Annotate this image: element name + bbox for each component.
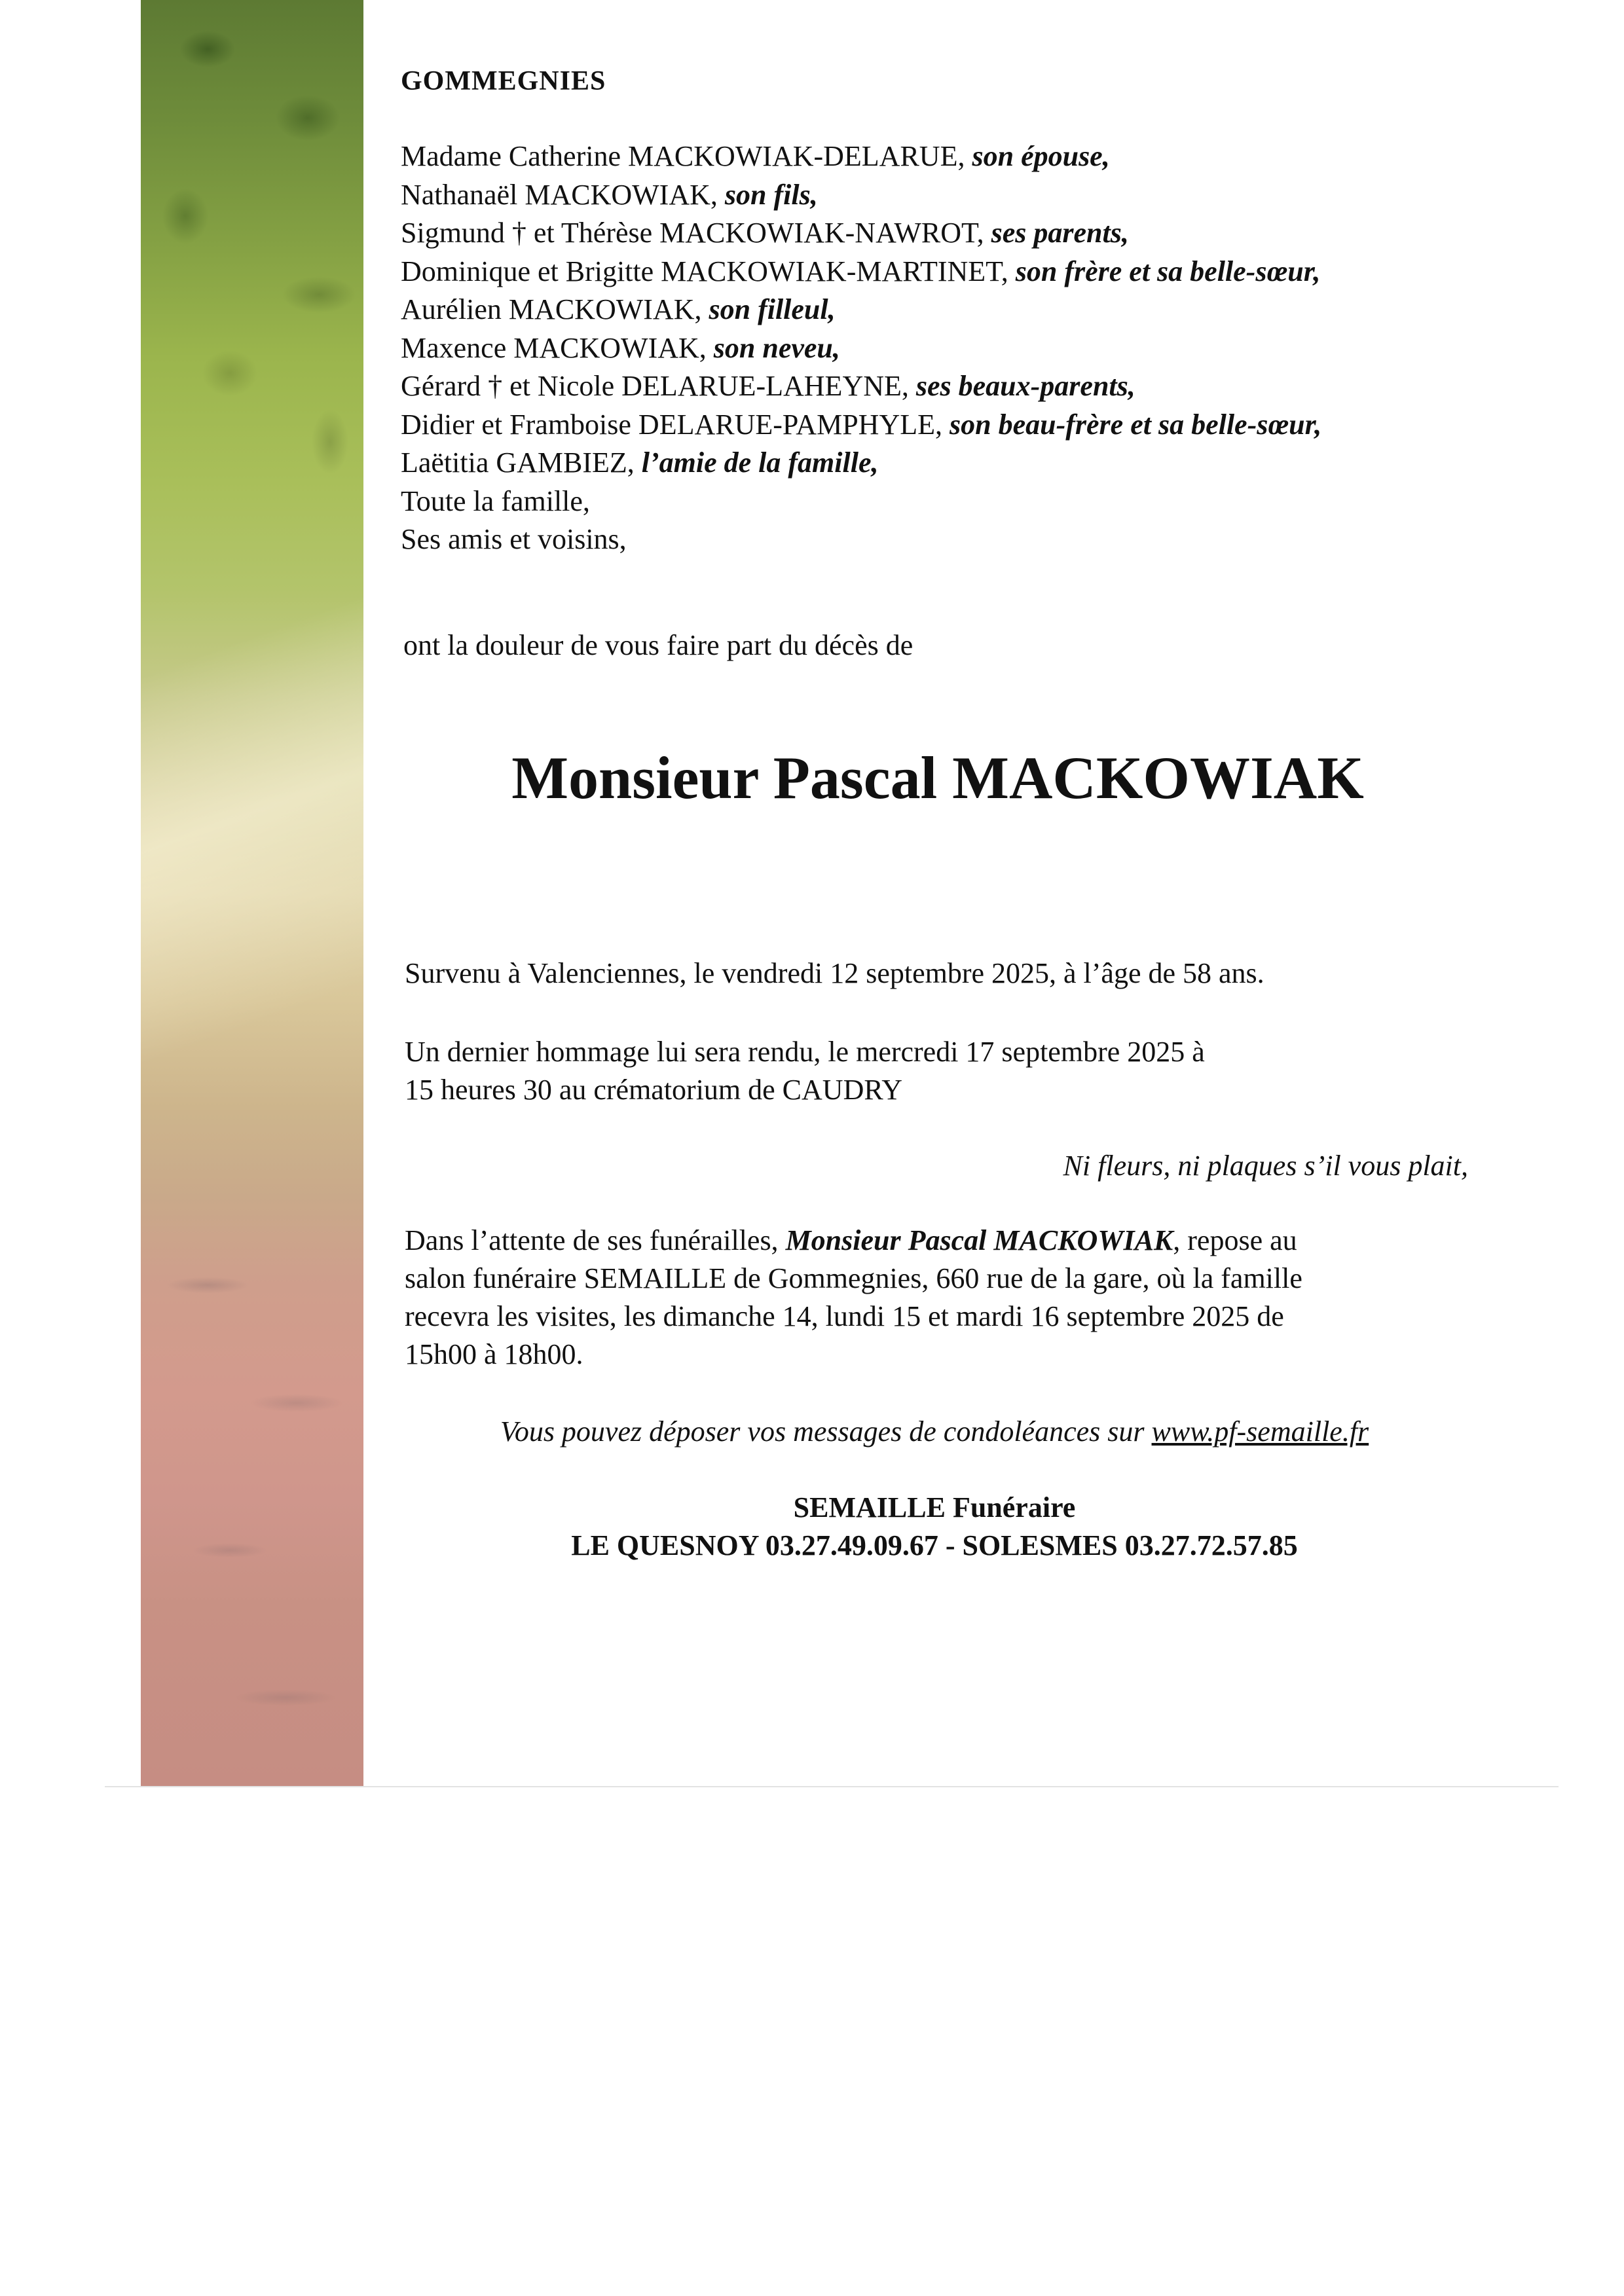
visitation-line-1-after: , repose au xyxy=(1173,1224,1297,1256)
family-member xyxy=(401,367,1481,406)
family-member xyxy=(401,176,1481,215)
family-member-relation: son filleul, xyxy=(709,293,836,325)
visitation-before: Dans l’attente de ses funérailles, xyxy=(405,1224,786,1256)
tribute-line-2: 15 heures 30 au crématorium de CAUDRY xyxy=(405,1074,903,1106)
funeral-home-phones: LE QUESNOY 03.27.49.09.67 - SOLESMES 03.27.72.57.85 xyxy=(571,1529,1298,1561)
visitation-line-4: 15h00 à 18h00. xyxy=(405,1338,583,1370)
family-member xyxy=(401,483,1481,521)
visitation-line-2: salon funéraire SEMAILLE de Gommegnies, 660 rue de la gare, où la famille xyxy=(405,1262,1302,1294)
family-member xyxy=(401,329,1481,368)
town-heading: GOMMEGNIES xyxy=(401,66,606,96)
condolences-note xyxy=(401,1413,1468,1451)
family-member-name: Aurélien MACKOWIAK, xyxy=(401,293,709,325)
family-member xyxy=(401,137,1481,176)
family-member-name: Dominique et Brigitte MACKOWIAK-MARTINET, xyxy=(401,255,1016,287)
family-member-relation: ses parents, xyxy=(991,217,1129,249)
condolences-text: Vous pouvez déposer vos messages de condoléances sur xyxy=(500,1415,1152,1448)
family-member-name: Laëtitia GAMBIEZ, xyxy=(401,446,642,479)
family-member-relation: son beau-frère et sa belle-sœur, xyxy=(949,408,1322,441)
family-member-relation: son neveu, xyxy=(713,331,840,364)
death-notice: Survenu à Valenciennes, le vendredi 12 septembre 2025, à l’âge de 58 ans. xyxy=(405,957,1264,989)
family-list xyxy=(401,137,1481,559)
tribute-line-1: Un dernier hommage lui sera rendu, le mercredi 17 septembre 2025 à xyxy=(405,1036,1205,1068)
family-member-name: Gérard † et Nicole DELARUE-LAHEYNE, xyxy=(401,370,916,402)
tribute-info xyxy=(405,1033,1452,1109)
forest-path xyxy=(141,1197,363,1786)
visitation-deceased-name: Monsieur Pascal MACKOWIAK xyxy=(785,1224,1173,1256)
visitation-line-3: recevra les visites, les dimanche 14, lundi 15 et mardi 16 septembre 2025 de xyxy=(405,1300,1284,1332)
family-member-relation: ses beaux-parents, xyxy=(915,370,1135,402)
family-member-name: Toute la famille, xyxy=(401,484,590,517)
forest-path-image xyxy=(141,0,363,1786)
family-member xyxy=(401,520,1481,559)
deceased-name: Monsieur Pascal MACKOWIAK xyxy=(511,744,1364,811)
family-member-name: Sigmund † et Thérèse MACKOWIAK-NAWROT, xyxy=(401,217,991,249)
family-member xyxy=(401,406,1481,445)
flowers-note: Ni fleurs, ni plaques s’il vous plait, xyxy=(1063,1150,1468,1182)
family-member-name: Ses amis et voisins, xyxy=(401,523,627,555)
family-member-name: Nathanaël MACKOWIAK, xyxy=(401,178,725,211)
family-member-name: Didier et Framboise DELARUE-PAMPHYLE, xyxy=(401,408,950,441)
family-member-relation: l’amie de la famille, xyxy=(641,446,879,479)
family-member xyxy=(401,291,1481,329)
condolences-link[interactable]: www.pf-semaille.fr xyxy=(1151,1415,1369,1448)
family-member-relation: son fils, xyxy=(724,178,818,211)
announcement-intro: ont la douleur de vous faire part du décès de xyxy=(403,629,913,661)
funeral-home-footer xyxy=(401,1489,1468,1565)
family-member xyxy=(401,214,1481,253)
family-member-relation: son frère et sa belle-sœur, xyxy=(1015,255,1321,287)
funeral-home-name: SEMAILLE Funéraire xyxy=(793,1491,1076,1523)
visitation-info xyxy=(405,1222,1426,1374)
image-bottom-rule xyxy=(105,1786,1559,1787)
family-member xyxy=(401,253,1481,291)
family-member-name: Madame Catherine MACKOWIAK-DELARUE, xyxy=(401,140,972,172)
family-member-relation: son épouse, xyxy=(972,140,1110,172)
sunlight-rays xyxy=(141,536,363,1161)
family-member-name: Maxence MACKOWIAK, xyxy=(401,331,714,364)
family-member xyxy=(401,444,1481,483)
